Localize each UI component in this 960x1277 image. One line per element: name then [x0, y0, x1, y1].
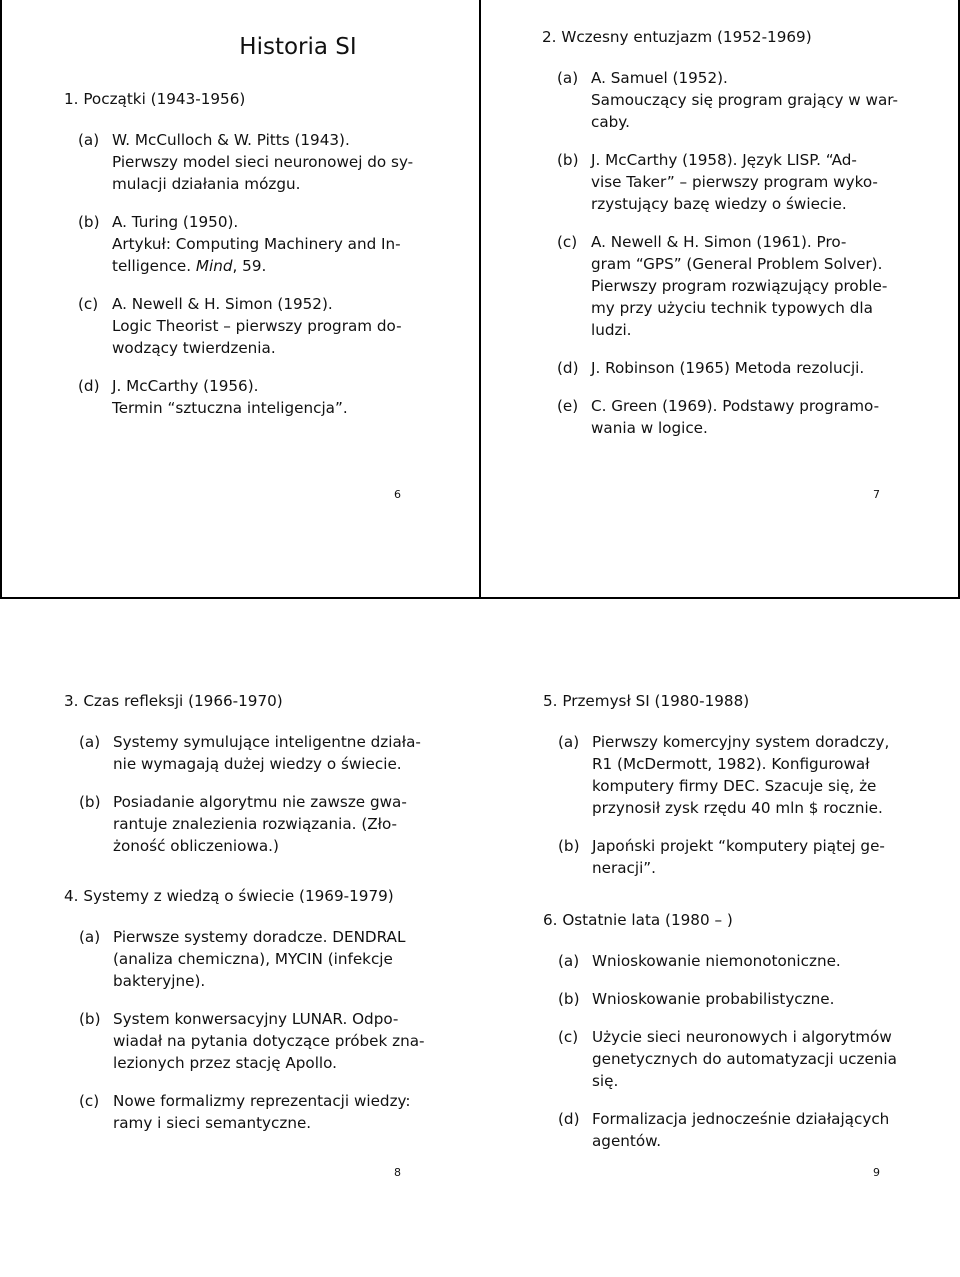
item-label: (b) [558, 837, 580, 855]
item-line: bakteryjne). [113, 972, 206, 990]
item-text: , 59. [232, 257, 267, 275]
item-line: Samouczący się program grający w war- [591, 91, 899, 109]
item-line: genetycznych do automatyzacji uczenia [592, 1050, 897, 1068]
item-label: (d) [557, 359, 579, 377]
page-divider-horizontal [0, 597, 960, 599]
list-item-c [557, 231, 922, 341]
page-number-7: 7 [873, 488, 880, 501]
item-line: ramy i sieci semantyczne. [113, 1114, 312, 1132]
list-item-a [558, 731, 923, 819]
item-line: C. Green (1969). Podstawy programo- [591, 397, 880, 415]
list-item-d [557, 357, 922, 379]
list-item-b [557, 149, 922, 215]
list-item-b [78, 211, 478, 277]
item-line: Użycie sieci neuronowych i algorytmów [592, 1028, 892, 1046]
item-line: agentów. [592, 1132, 662, 1150]
item-line: my przy użyciu technik typowych dla [591, 299, 873, 317]
item-line: nie wymagają dużej wiedzy o świecie. [113, 755, 402, 773]
list-item-b [79, 791, 454, 857]
item-line: J. Robinson (1965) Metoda rezolucji. [591, 359, 865, 377]
item-line: Logic Theorist – pierwszy program do- [112, 317, 402, 335]
item-line: wodzący twierdzenia. [112, 339, 276, 357]
item-label: (d) [78, 377, 100, 395]
section-heading-2: 2. Wczesny entuzjazm (1952-1969) [542, 28, 812, 46]
item-line: W. McCulloch & W. Pitts (1943). [112, 131, 350, 149]
item-label: (c) [558, 1028, 579, 1046]
item-label: (d) [558, 1110, 580, 1128]
item-line: Termin “sztuczna inteligencja”. [112, 399, 348, 417]
item-label: (c) [78, 295, 99, 313]
slide-8 [64, 690, 454, 1150]
item-line: Pierwszy komercyjny system doradczy, [592, 733, 890, 751]
item-line: neracji”. [592, 859, 657, 877]
section-heading-4: 4. Systemy z wiedzą o świecie (1969-1979) [64, 887, 394, 905]
item-line: A. Newell & H. Simon (1952). [112, 295, 333, 313]
list-item-b [558, 835, 923, 879]
slide-6 [64, 34, 478, 435]
item-line: Japoński projekt “komputery piątej ge- [592, 837, 885, 855]
item-line: Nowe formalizmy reprezentacji wiedzy: [113, 1092, 411, 1110]
page-divider-top [479, 0, 481, 598]
item-label: (a) [558, 733, 580, 751]
item-label: (a) [79, 733, 101, 751]
item-line: Wnioskowanie probabilistyczne. [592, 990, 835, 1008]
item-line: Systemy symulujące inteligentne działa- [113, 733, 421, 751]
page-title: Historia SI [239, 34, 357, 60]
item-line: Pierwszy program rozwiązujący proble- [591, 277, 888, 295]
item-line [112, 255, 478, 277]
item-line: żoność obliczeniowa.) [113, 837, 279, 855]
item-line: gram “GPS” (General Problem Solver). [591, 255, 883, 273]
item-line: Pierwsze systemy doradcze. DENDRAL [113, 928, 406, 946]
page-number-8: 8 [394, 1166, 401, 1179]
list-item-d [78, 375, 478, 419]
item-line: Artykuł: Computing Machinery and In- [112, 235, 401, 253]
item-line: wania w logice. [591, 419, 708, 437]
item-label: (b) [78, 213, 100, 231]
list-item-a [78, 129, 478, 195]
item-line: A. Newell & H. Simon (1961). Pro- [591, 233, 847, 251]
list-item-a [557, 67, 922, 133]
list-item-c [79, 1090, 454, 1134]
page-number-6: 6 [394, 488, 401, 501]
item-label: (c) [79, 1092, 100, 1110]
item-line: J. McCarthy (1958). Język LISP. “Ad- [591, 151, 857, 169]
list-item-a [79, 731, 454, 775]
item-label: (a) [78, 131, 100, 149]
journal-name: Mind [195, 257, 233, 275]
list-item-a [558, 950, 923, 972]
item-line: vise Taker” – pierwszy program wyko- [591, 173, 878, 191]
item-label: (a) [558, 952, 580, 970]
item-line: A. Turing (1950). [112, 213, 239, 231]
list-item-d [558, 1108, 923, 1152]
list-item-b [558, 988, 923, 1010]
item-line: Wnioskowanie niemonotoniczne. [592, 952, 841, 970]
item-label: (a) [557, 69, 579, 87]
list-item-c [78, 293, 478, 359]
list-item-c [558, 1026, 923, 1092]
item-text: telligence. [112, 257, 196, 275]
item-line: wiadał na pytania dotyczące próbek zna- [113, 1032, 425, 1050]
section-heading-5: 5. Przemysł SI (1980-1988) [543, 692, 750, 710]
item-label: (b) [79, 793, 101, 811]
item-line: caby. [591, 113, 630, 131]
item-line: przynosił zysk rzędu 40 mln $ rocznie. [592, 799, 883, 817]
item-line: (analiza chemiczna), MYCIN (infekcje [113, 950, 393, 968]
item-line: R1 (McDermott, 1982). Konfigurował [592, 755, 870, 773]
item-label: (c) [557, 233, 578, 251]
item-line: ludzi. [591, 321, 632, 339]
item-line: Pierwszy model sieci neuronowej do sy- [112, 153, 414, 171]
item-line: mulacji działania mózgu. [112, 175, 301, 193]
item-line: J. McCarthy (1956). [112, 377, 259, 395]
item-label: (b) [557, 151, 579, 169]
item-line: Formalizacja jednocześnie działających [592, 1110, 890, 1128]
item-line: lezionych przez stację Apollo. [113, 1054, 337, 1072]
page-border-left [0, 0, 2, 598]
item-line: się. [592, 1072, 619, 1090]
item-line: System konwersacyjny LUNAR. Odpo- [113, 1010, 399, 1028]
item-label: (b) [79, 1010, 101, 1028]
item-label: (a) [79, 928, 101, 946]
item-line: komputery firmy DEC. Szacuje się, że [592, 777, 877, 795]
item-line: rzystujący bazę wiedzy o świecie. [591, 195, 847, 213]
section-heading-6: 6. Ostatnie lata (1980 – ) [543, 911, 733, 929]
item-label: (e) [557, 397, 579, 415]
page-number-9: 9 [873, 1166, 880, 1179]
item-line: Posiadanie algorytmu nie zawsze gwa- [113, 793, 407, 811]
item-line: A. Samuel (1952). [591, 69, 728, 87]
section-heading-1: 1. Początki (1943-1956) [64, 90, 246, 108]
section-heading-3: 3. Czas refleksji (1966-1970) [64, 692, 283, 710]
list-item-e [557, 395, 922, 439]
item-line: rantuje znalezienia rozwiązania. (Zło- [113, 815, 398, 833]
slide-7 [542, 26, 922, 455]
list-item-b [79, 1008, 454, 1074]
slide-9 [543, 690, 923, 1168]
item-label: (b) [558, 990, 580, 1008]
list-item-a [79, 926, 454, 992]
